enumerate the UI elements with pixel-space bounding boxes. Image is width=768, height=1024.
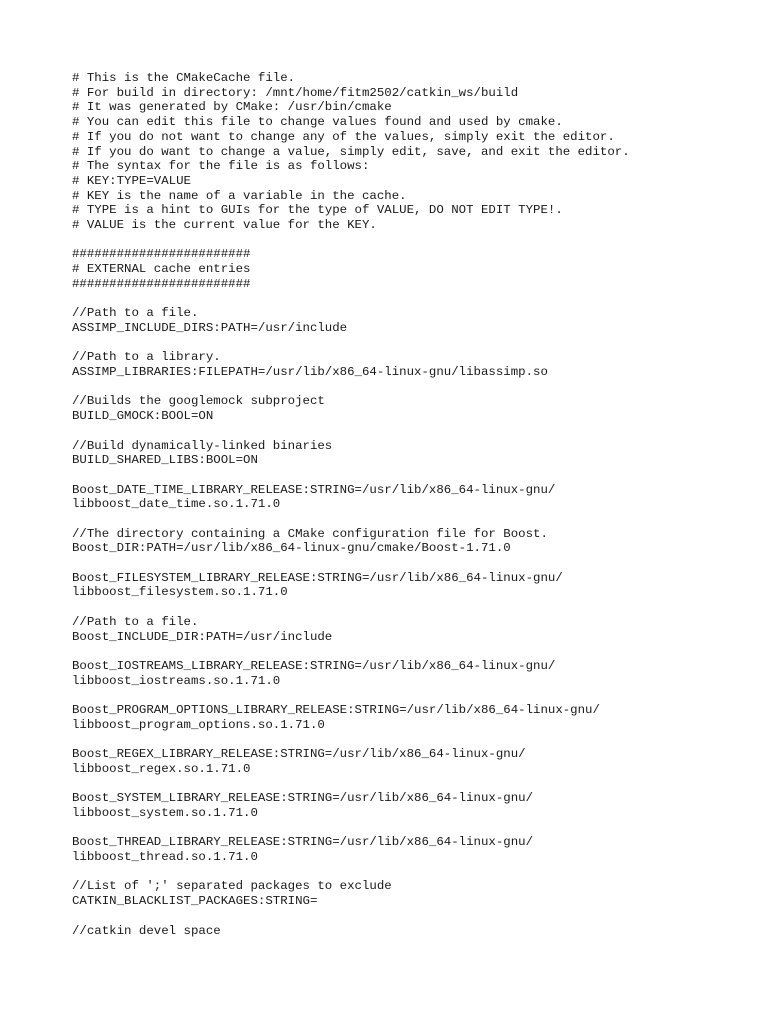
cache-entry-line: Boost_FILESYSTEM_LIBRARY_RELEASE:STRING=/usr/lib/x86_64-linux-gnu/: [72, 570, 563, 585]
cache-entry: [72, 439, 752, 468]
cache-entry: [72, 879, 752, 908]
cache-entry-line: //catkin devel space: [72, 923, 221, 938]
cache-entry-line: Boost_PROGRAM_OPTIONS_LIBRARY_RELEASE:STRING=/usr/lib/x86_64-linux-gnu/: [72, 703, 600, 718]
cache-entry-line: libboost_program_options.so.1.71.0: [72, 717, 325, 732]
document-page: [72, 71, 752, 953]
cache-entry-line: ASSIMP_INCLUDE_DIRS:PATH=/usr/include: [72, 320, 348, 335]
cache-entry-line: libboost_system.so.1.71.0: [72, 805, 258, 820]
cache-entry-line: //Build dynamically-linked binaries: [72, 438, 333, 453]
cache-entry: [72, 483, 752, 512]
cache-entry: [72, 747, 752, 776]
cache-entry-line: BUILD_SHARED_LIBS:BOOL=ON: [72, 453, 258, 468]
banner-line: ########################: [72, 276, 251, 291]
cache-entry: [72, 835, 752, 864]
header-comment-line: # You can edit this file to change values found and used by cmake.: [72, 115, 563, 130]
cache-entry: [72, 394, 752, 423]
cache-entry-line: libboost_thread.so.1.71.0: [72, 850, 258, 865]
cache-entry: [72, 791, 752, 820]
cache-entry-line: ASSIMP_LIBRARIES:FILEPATH=/usr/lib/x86_64-linux-gnu/libassimp.so: [72, 365, 548, 380]
cache-entry-line: Boost_REGEX_LIBRARY_RELEASE:STRING=/usr/lib/x86_64-linux-gnu/: [72, 747, 526, 762]
cache-entry-line: //List of ';' separated packages to exclude: [72, 879, 392, 894]
cache-entry-line: libboost_date_time.so.1.71.0: [72, 497, 281, 512]
section-banner: [72, 247, 752, 291]
cache-entry-line: Boost_SYSTEM_LIBRARY_RELEASE:STRING=/usr/lib/x86_64-linux-gnu/: [72, 791, 534, 806]
header-comment-line: # The syntax for the file is as follows:: [72, 159, 370, 174]
cache-entry: [72, 306, 752, 335]
cache-entry: [72, 924, 752, 939]
banner-line: ########################: [72, 247, 251, 262]
header-comment-line: # TYPE is a hint to GUIs for the type of VALUE, DO NOT EDIT TYPE!.: [72, 203, 563, 218]
cache-entry-line: //Path to a library.: [72, 350, 221, 365]
header-comment-line: # For build in directory: /mnt/home/fitm2502/catkin_ws/build: [72, 85, 519, 100]
cache-entry-line: libboost_filesystem.so.1.71.0: [72, 585, 288, 600]
cache-entry-line: BUILD_GMOCK:BOOL=ON: [72, 409, 214, 424]
cache-entry-line: //The directory containing a CMake configuration file for Boost.: [72, 526, 548, 541]
cache-entry-line: libboost_regex.so.1.71.0: [72, 761, 251, 776]
cache-entry-line: CATKIN_BLACKLIST_PACKAGES:STRING=: [72, 894, 318, 909]
header-comment-line: # It was generated by CMake: /usr/bin/cmake: [72, 100, 392, 115]
banner-line: # EXTERNAL cache entries: [72, 262, 251, 277]
cache-entry-line: Boost_THREAD_LIBRARY_RELEASE:STRING=/usr/lib/x86_64-linux-gnu/: [72, 835, 534, 850]
cache-entry: [72, 615, 752, 644]
header-comment-line: # If you do want to change a value, simply edit, save, and exit the editor.: [72, 144, 630, 159]
cache-entry-line: Boost_INCLUDE_DIR:PATH=/usr/include: [72, 629, 333, 644]
header-comment-line: # VALUE is the current value for the KEY.: [72, 218, 377, 233]
cache-entry: [72, 527, 752, 556]
cache-entry: [72, 659, 752, 688]
cache-entry-line: Boost_DIR:PATH=/usr/lib/x86_64-linux-gnu/cmake/Boost-1.71.0: [72, 541, 511, 556]
cache-entry-line: //Path to a file.: [72, 614, 199, 629]
cache-entry-line: libboost_iostreams.so.1.71.0: [72, 673, 281, 688]
cache-entry-line: //Builds the googlemock subproject: [72, 394, 325, 409]
file-header-comments: [72, 71, 752, 233]
header-comment-line: # If you do not want to change any of the values, simply exit the editor.: [72, 129, 615, 144]
cache-entry-line: Boost_DATE_TIME_LIBRARY_RELEASE:STRING=/usr/lib/x86_64-linux-gnu/: [72, 482, 556, 497]
cache-entry: [72, 571, 752, 600]
cache-entry-line: Boost_IOSTREAMS_LIBRARY_RELEASE:STRING=/usr/lib/x86_64-linux-gnu/: [72, 658, 556, 673]
header-comment-line: # KEY is the name of a variable in the cache.: [72, 188, 407, 203]
header-comment-line: # KEY:TYPE=VALUE: [72, 173, 191, 188]
cache-entry: [72, 350, 752, 379]
cache-entry-line: //Path to a file.: [72, 306, 199, 321]
cache-entries: [72, 306, 752, 938]
cache-entry: [72, 703, 752, 732]
header-comment-line: # This is the CMakeCache file.: [72, 71, 296, 85]
